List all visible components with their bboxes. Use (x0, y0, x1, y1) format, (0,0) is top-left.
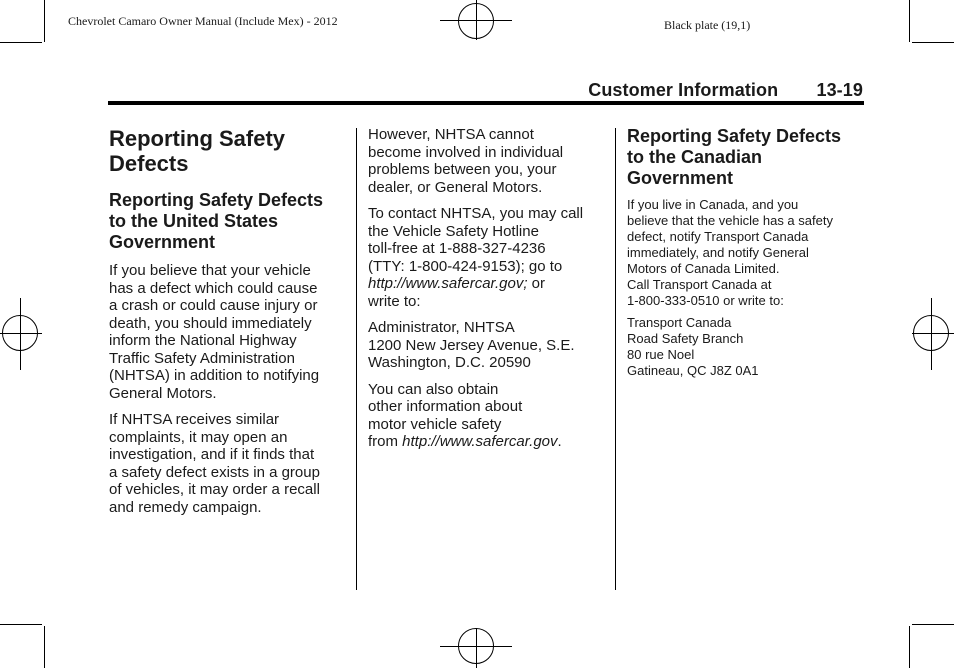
crop-mark-top-right-h (912, 42, 954, 43)
paragraph-more-info (368, 381, 604, 451)
column-divider-1 (356, 128, 357, 590)
crop-mark-bottom-left-v (44, 626, 45, 668)
paragraph-report-defect: If you believe that your vehicle has a defect which could cause a crash or could cause injury or death, you should immediately inform the National Highway Traffic Safety Administration (NHTSA) in addition to notifying General Motors. (109, 262, 320, 402)
paragraph-contact-nhtsa (368, 205, 604, 310)
column-1 (109, 126, 345, 525)
page-number: 13-19 (816, 80, 863, 100)
more-info-tail: . (557, 433, 562, 450)
plate-meta: Black plate (19,1) (664, 18, 751, 32)
page-title: Reporting Safety Defects (109, 126, 286, 176)
section-name: Customer Information (588, 80, 779, 100)
column-2 (368, 126, 604, 460)
more-info-text: You can also obtain other information about motor vehicle safety from (368, 380, 523, 450)
paragraph-investigation: If NHTSA receives similar complaints, it may open an investigation, and if it finds that a safety defect exists in a group of vehicles, it may order a recall and remedy campaign. (109, 411, 320, 516)
running-header (588, 80, 863, 101)
document-title-meta: Chevrolet Camaro Owner Manual (Include Mex) - 2012 (68, 14, 338, 28)
column-3 (627, 126, 863, 385)
crop-mark-bottom-right-v (909, 626, 910, 668)
paragraph-canada-report: If you live in Canada, and you believe that the vehicle has a safety defect, notify Transport Canada immediately, and notify General Motors of Canada Limited. Call Transport Canada at 1-800-333-0510 or write to: (627, 197, 833, 308)
crop-mark-top-right-v (909, 0, 910, 42)
column-divider-2 (615, 128, 616, 590)
paragraph-canada-address: Transport Canada Road Safety Branch 80 rue Noel Gatineau, QC J8Z 0A1 (627, 315, 759, 378)
safercar-link[interactable]: http://www.safercar.gov; (368, 275, 528, 292)
crop-mark-bottom-left-h (0, 624, 42, 625)
safercar-link-2[interactable]: http://www.safercar.gov (402, 433, 558, 450)
crop-mark-top-left-h (0, 42, 42, 43)
contact-tail: or write to: (368, 275, 546, 310)
contact-text: To contact NHTSA, you may call the Vehicle Safety Hotline toll-free at 1-888-327-4236 (TTY: 1-800-424-9153); go to (368, 205, 584, 275)
crop-mark-top-left-v (44, 0, 45, 42)
paragraph-nhtsa-limits: However, NHTSA cannot become involved in individual problems between you, your dealer, or General Motors. (368, 126, 564, 196)
heading-canadian-government: Reporting Safety Defects to the Canadian Government (627, 126, 842, 188)
heading-us-government: Reporting Safety Defects to the United States Government (109, 190, 324, 252)
paragraph-nhtsa-address: Administrator, NHTSA 1200 New Jersey Avenue, S.E. Washington, D.C. 20590 (368, 319, 575, 371)
header-rule (108, 101, 864, 105)
crop-mark-bottom-right-h (912, 624, 954, 625)
